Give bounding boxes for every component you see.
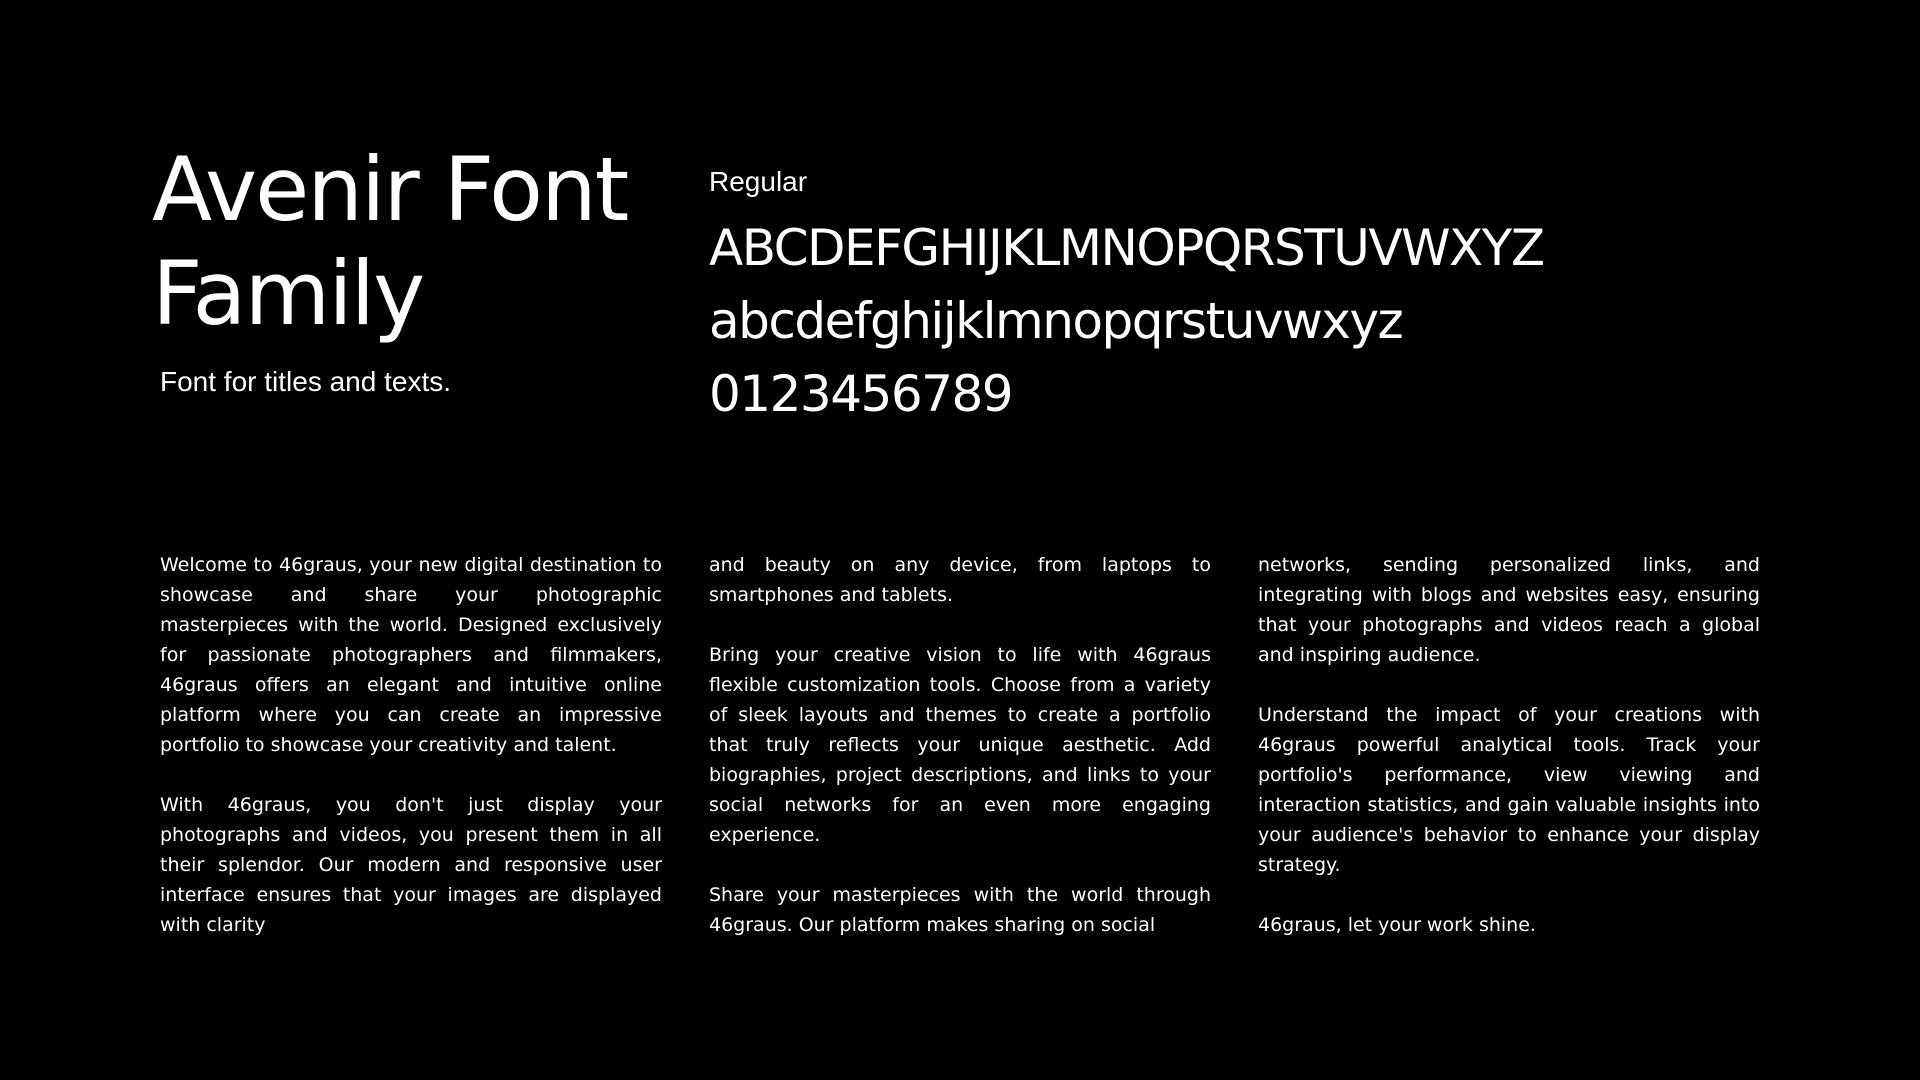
- page-title-line-2: Family: [152, 242, 424, 345]
- numerals: 0123456789: [709, 365, 1013, 423]
- body-column-2: [709, 550, 1211, 970]
- body-paragraph: networks, sending personalized links, and integrating with blogs and websites easy, ensuring that your photographs and videos reach a global and inspiring audience.: [1258, 554, 1760, 666]
- page-title: [152, 138, 672, 346]
- body-paragraph: Welcome to 46graus, your new digital destination to showcase and share your photographic masterpieces with the world. Designed exclusively for passionate photographers and filmmakers, 46graus offers an elegant and intuitive online platform where you can create an impressive portfolio to showcase your creativity and talent.: [160, 554, 662, 756]
- body-paragraph: Bring your creative vision to life with 46graus flexible customization tools. Choose from a variety of sleek layouts and themes to create a portfolio that truly reflects your unique aesthetic. Add biographies, project descriptions, and links to your social networks for an even more engaging experience.: [709, 644, 1211, 846]
- page-subtitle: Font for titles and texts.: [160, 366, 452, 397]
- body-paragraph: 46graus, let your work shine.: [1258, 914, 1536, 936]
- body-paragraph: and beauty on any device, from laptops to smartphones and tablets.: [709, 554, 1211, 606]
- type-specimen: [709, 162, 1809, 431]
- uppercase-alphabet: ABCDEFGHIJKLMNOPQRSTUVWXYZ: [709, 219, 1544, 277]
- body-text-columns: [160, 550, 1760, 970]
- font-weight-label: Regular: [709, 166, 808, 197]
- body-paragraph: Share your masterpieces with the world through 46graus. Our platform makes sharing on social: [709, 884, 1211, 936]
- lowercase-alphabet: abcdefghijklmnopqrstuvwxyz: [709, 292, 1403, 350]
- page-title-line-1: Avenir Font: [152, 138, 628, 241]
- body-paragraph: With 46graus, you don't just display your photographs and videos, you present them in all their splendor. Our modern and responsive user interface ensures that your images are displayed with clarity: [160, 794, 662, 936]
- body-column-1: [160, 550, 662, 970]
- body-paragraph: Understand the impact of your creations with 46graus powerful analytical tools. Track your portfolio's performance, view viewing and interaction statistics, and gain valuable insights into your audience's behavior to enhance your display strategy.: [1258, 704, 1760, 876]
- body-column-3: [1258, 550, 1760, 970]
